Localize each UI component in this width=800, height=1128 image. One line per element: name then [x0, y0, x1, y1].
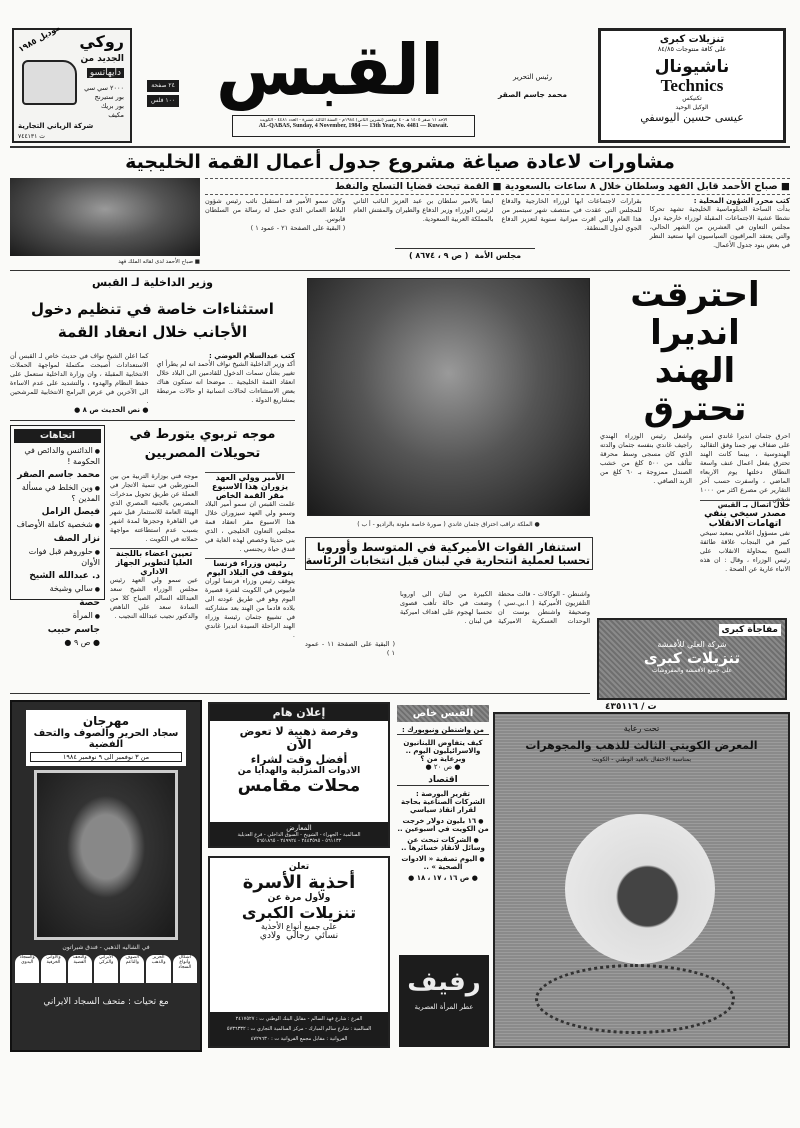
car-ad-title: روكي — [79, 32, 124, 51]
shoes-ad-sale: تنزيلات الكبرى — [241, 903, 357, 922]
parliament-page: ( ص ٩ ، ٨٦٧٤ ) — [408, 251, 469, 260]
masthead-divider — [10, 146, 790, 148]
editor-name: محمد جاسم الصقر — [498, 90, 567, 99]
technics-ad-sub: على كافة منتوجات ٨٤/٨٥ — [657, 45, 727, 53]
us-forces-headline — [305, 537, 593, 570]
shoes-ad-line: ولأول مرة عن — [267, 893, 331, 903]
crown-column — [205, 472, 295, 640]
jewelry-pouch-image — [565, 814, 715, 964]
trends-page: ● ص ٩ ● — [64, 638, 100, 647]
indira-headline — [600, 276, 790, 428]
maqamis-showrooms — [210, 822, 388, 846]
trend-author: د. عبدالله الشيخ — [29, 571, 100, 581]
trend-author: فيصل الزامل — [41, 507, 100, 517]
lead-column: بدأت الساحة الدبلوماسية الخليجية تشهد تحركا نشطا عشية الاجتماعات المقبلة لوزراء خارجية دول مجلس التعاون في العشرين من الشهر الحالي، والتي يعتقد المراقبون السياسيون انها ستعيد النظر في بعض بنود جدول الأعمال. — [649, 205, 790, 249]
trend-topic[interactable]: ● سالي وشيخة — [15, 584, 100, 595]
fabric-ad-title: تنزيلات كبرى — [643, 649, 741, 667]
showrooms-list: السالمية - الجهراء - الشويخ - السوق الداخلي - فرع العديلية — [237, 832, 361, 838]
address: الفروانية : مقابل مجمع الفروانية ت : ٤٧٢٩٦٣٠ — [250, 1036, 348, 1042]
interior-body — [10, 352, 295, 414]
interior-kicker: وزير الداخلية لـ القبس — [92, 276, 213, 289]
education-subtext: عين سمو ولي العهد رئيس مجلس الوزراء الشيخ سعد العبدالله السالم الصباح كلا من السادة سعد علي الناهض والدكتور نجيب عبدالله النجيب . — [110, 576, 198, 620]
qabas-special-title: القبس خاص — [397, 705, 489, 722]
maqamis-ad-brand: محلات مقامس — [237, 776, 361, 796]
carpet-category: الايراني والتركي — [94, 955, 118, 983]
indira-text: واشعل رئيس الوزراء الهندي راجيف غاندي بنفسه جثمان والدته الذي كان مسجى وسط محرقة تتألف من ٥٠٠ كلغ من خشب الصندل ممزوجة بـ ٦٠ كلغ من الزبد الصافي . — [600, 432, 692, 485]
car-image — [22, 60, 77, 105]
car-ad — [12, 22, 132, 143]
trend-topic[interactable]: ● حلوروهم قبل فوات الأوان — [15, 547, 100, 568]
shoes-ad — [208, 856, 390, 1048]
technics-ad-top: تنزيلات كبرى — [659, 34, 725, 45]
carpet-category: والأواني الخزفية — [41, 955, 65, 983]
technics-ad-brand-en: Technics — [660, 76, 724, 95]
maqamis-ad-header: إعلان هام — [210, 704, 388, 721]
sikh-headline: مصدر سيخي ينفي اتهامات الانقلاب — [704, 509, 786, 529]
parliament-ref — [395, 248, 535, 260]
carpet-ad-tagline: في الشاليه الذهبي - فندق شيراتون — [62, 944, 150, 951]
qabas-special-item[interactable]: الشركات الصناعية بحاجة لقرار انقاذ سياسي — [401, 798, 485, 814]
trends-title: اتجاهات — [14, 429, 101, 443]
trend-topic[interactable]: ● وين الخلط في مسألة المدين ؟ — [15, 483, 100, 504]
divider — [10, 420, 295, 421]
lead-photo-caption: ■ صباح الأحمد لدى لقائه الملك فهد — [118, 259, 200, 265]
lead-headline: مشاورات لاعادة صياغة مشروع جدول أعمال القمة الخليجية — [125, 151, 675, 173]
rafif-brand: رفيف — [407, 967, 481, 997]
cremation-photo-caption: ● الملكة تراقب احتراق جثمان غاندي ( صورة خاصة ملونة بالراديو - أ ب ) — [357, 521, 540, 528]
technics-ad-brand-ar: ناشيونال — [654, 57, 730, 77]
trend-topic[interactable]: ● شخصية كاملة الأوصاف — [15, 520, 100, 531]
lead-column: بقرارات لاجتماعات ابها لوزراء الخارجية والدفاع للمجلس التي عقدت في منتصف شهر سبتمبر من هذا العام والتي اقرت ميزانية سنوية لتعزيز الدفاع الجوي لدول المنطقة. — [501, 197, 642, 232]
maqamis-ad-line3: أفضل وقت لشراء — [250, 753, 348, 766]
issue-price: ١٠٠ فلس — [147, 95, 179, 107]
headline-line: احترقت — [630, 275, 760, 315]
france-text: يتوقف رئيس وزراء فرنسا لوران فابيوس في الكويت لفترة قصيرة اليوم وهو في طريق عودته الى بلاده قادما من الهند بعد مشاركته في تشييع جثمان رئيسة وزراء الهند الراحلة السيدة انديرا غاندي . — [205, 577, 295, 639]
lead-column: ايضا بالامير سلطان بن عبد العزيز النائب الثاني لرئيس الوزراء وزير الدفاع والطيران والمفتش العام بالمملكة العربية السعودية. — [353, 197, 494, 223]
carpet-ad-dates: من ٣ نوفمبر الى ٩ نوفمبر ١٩٨٤ — [30, 752, 182, 762]
car-ad-subtitle: الجديد من — [80, 54, 124, 64]
technics-ad — [598, 28, 786, 143]
trend-author: حصة — [79, 598, 100, 608]
headline-line: تحترق — [643, 389, 747, 429]
dateline-box — [232, 115, 475, 137]
qabas-special-page: ● ص ٢٠ ● — [425, 763, 461, 771]
maqamis-ad-line2: الآن — [286, 738, 312, 753]
car-ad-phone: ت ٧٤٤١٣١ — [18, 133, 45, 140]
headline-line: الهند — [654, 351, 736, 391]
carpet-ad-footer: مع تحيات : متحف السجاد الايراني — [43, 997, 169, 1007]
dateline-english: AL-QABAS, Sunday, 4 November, 1984 — 13th Year, No. 4481 — Kuwait. — [258, 123, 449, 129]
shoes-ad-kicker: تعلن — [288, 862, 310, 872]
carpet-category: الصوف والناعم — [120, 955, 144, 983]
editor-label: رئيس التحرير — [513, 73, 552, 81]
education-column — [110, 472, 198, 621]
fabric-ad-phone: ت / ٤٣٥١١٦ — [605, 702, 657, 712]
qabas-special-bullet[interactable]: ● اليوم تصفية « الادوات الصحية » .. — [397, 855, 489, 871]
section-divider — [10, 693, 590, 694]
economy-section: اقتصاد — [397, 775, 489, 786]
us-forces-continued: ( البقية على الصفحة ١١ - عمود ١ ) — [305, 640, 396, 657]
technics-ad-agent: عيسى حسين اليوسفي — [640, 111, 744, 124]
car-ad-year: موديل ١٩٨٥ — [16, 22, 62, 55]
lead-byline: كتب محرر الشؤون المحلية : — [693, 197, 790, 205]
gold-ad-body: بمناسبة الاحتفال بالعيد الوطني - الكويت — [591, 756, 692, 763]
lead-subhead: ■ صباح الأحمد قابل الفهد وسلطان خلال ٨ ساعات بالسعودية ■ القمة تبحث قضايا التسلح والنفط — [205, 178, 790, 195]
maqamis-ad — [208, 702, 390, 848]
education-subheadline: تعيين اعضاء باللجنة العليا لتطوير الجهاز الاداري — [110, 548, 198, 576]
trend-topic[interactable]: ● الدائنس والدائص في الحكومة ! — [15, 446, 100, 467]
education-headline: موجه تربوي يتورط في تحويلات المصريين — [129, 427, 276, 461]
fabric-ad-company: شركة العلي للأقمشة — [657, 640, 727, 649]
feature: مكيف — [108, 111, 124, 119]
rafif-line: عطر المرأة العصرية — [414, 1003, 474, 1011]
pearl-necklace-image — [535, 964, 735, 1034]
fabric-ad-sub: على جميع الأقمشة والمفروشات — [651, 667, 733, 674]
feature: ٢٠٠٠ سي سي — [84, 84, 124, 92]
qabas-special-from: من واشنطن ونيويورك : — [397, 726, 489, 735]
issue-pages: ٢٤ صفحة — [147, 80, 179, 92]
indira-text: احرق جثمان انديرا غاندي امس على ضفاف نهر جمنا وفق التقاليد الهندوسية ، بينما كانت الهند تحترق بفعل اعمال عنف واسعة النطاق دخلتها يوم الاربعاء الماضي ، واسفرت حسب آخر التقارير عن مصرع اكثر من ١٠٠٠ شخص . — [700, 432, 790, 503]
fabric-sale-ad — [597, 618, 787, 700]
section-divider — [10, 270, 790, 271]
trend-author: نزار الصف — [53, 534, 100, 544]
qabas-special-bullet[interactable]: ● ١٦ بليون دولار خرجت من الكويت في اسبوعين .. — [397, 817, 489, 833]
education-text: موجه فني بوزارة التربية من بين المتورطين في تنمية الاتجار في العملة عن طريق تحويل مدخرات المصريين بالجنيه المصري الذي الهيئة العامة للاستثمار قبل شهر في القاهرة وحجزها لمدة اشهر بسبب عدم استطاعته مواجهة حملاته في الكويت . — [110, 472, 198, 543]
stock-report-label: تقرير البورصة : — [416, 790, 470, 798]
carpet-image — [34, 770, 178, 940]
trends-box — [10, 425, 105, 647]
carpet-ad — [10, 700, 202, 1052]
showrooms-phones: ٥٦١١٣٢ - ٢٤٤٣٥٩٥ - ٢٤٩٩٢٤ - ٥٦٥١٨٦٥ — [256, 838, 342, 844]
gold-ad-line1: تحت رعاية — [623, 724, 660, 733]
dateline-arabic: الأحد ١١ صفر ١٤٠٥ هـ - ٤ نوفمبر (تشرين الثاني) ١٩٨٤م - السنة الثالثة عشرة - العدد ٤٤٨١ - الكويت — [259, 118, 448, 123]
rafif-ad — [399, 955, 489, 1047]
parliament-label: مجلس الأمة — [474, 251, 522, 260]
qabas-special-item[interactable]: كيف يتفاوض اللبنانيون والاسرائيليون اليوم .. وبرعاية من ؟ — [403, 739, 483, 763]
fabric-ad-badge: مفاجأة كبرى — [719, 624, 782, 636]
sikh-kicker: خلال اتصال بـ القبس — [717, 501, 790, 509]
cremation-photo — [307, 278, 590, 516]
carpet-category: والسجاد اليدوي — [15, 955, 39, 983]
us-forces-headline-1: استنفار القوات الأميركية في المتوسط وأوروبا — [316, 540, 582, 554]
qabas-special-bullet[interactable]: ● الشركات تبحث عن وسائل لانقاذ خسائرها .. — [397, 836, 489, 852]
newspaper-logo: القبس — [215, 29, 445, 111]
lead-column: وكان سمو الأمير قد استقبل نائب رئيس شؤون البلاط العماني الذي حمل له رسالة من السلطان قابوس. — [205, 197, 346, 223]
lead-continued: ( البقية على الصفحة ٢١ - عمود ١ ) — [250, 224, 346, 232]
interior-more-link[interactable]: ● نص الحديث ص ٨ ● — [74, 406, 149, 414]
gold-ad-title: المعرض الكويتي الثالث للذهب والمجوهرات — [525, 739, 758, 752]
qabas-special-sidebar — [397, 705, 489, 882]
carpet-category: والتحف الفضية — [68, 955, 92, 983]
sikh-box — [700, 500, 790, 574]
shoes-ad-title: أحذية الأسرة — [242, 872, 356, 893]
gold-exhibition-ad — [493, 712, 790, 1048]
lead-photo — [10, 178, 200, 256]
interior-text: أكد وزير الداخلية الشيخ نواف الأحمد انه لم يطرأ اي تغيير بشأن سمات الدخول للقادمين الى البلاد خلال انعقاد القمة الخليجية .. موضحا انه ستكون هناك بعض الاستثناءات لحالات انسانية او حالات مرتبطة بمشاريع الدولة . — [156, 360, 295, 404]
carpet-category: الحرير والذهب — [146, 955, 170, 983]
crown-headline: الأمير وولي العهد يزوران هذا الاسبوع مقر القمة الخاص — [205, 472, 295, 500]
shoes-ad-addresses — [210, 1012, 388, 1046]
us-forces-headline-2: تحسبا لعملية انتحارية في لبنان قبل انتخابات الرئاسة — [305, 554, 590, 567]
carpet-categories — [15, 955, 197, 983]
feature: بور بريك — [100, 102, 124, 110]
trend-author: جاسم حبيب — [47, 625, 100, 635]
address: السالمية : شارع سالم المبارك - مركز السالمية التجاري ت : ٥٧٣٦٣٣٢ — [226, 1026, 372, 1032]
showrooms-label: المعارض — [286, 824, 312, 832]
shoes-ad-sub: على جميع أنواع الأحذية — [261, 922, 337, 931]
feature: بور ستيرنج — [94, 93, 124, 101]
qabas-special-pages: ● ص ١٦ ، ١٧ ، ١٨ ● — [408, 874, 478, 882]
trend-author: محمد جاسم الصقر — [17, 470, 100, 480]
interior-byline: كتب عبدالسلام العوضي : — [209, 352, 295, 360]
technics-ad-agent-label: الوكيل الوحيد — [675, 104, 709, 111]
interior-headline: استثناءات خاصة في تنظيم دخول الأجانب خلال انعقاد القمة — [31, 300, 274, 341]
address: الفرع : شارع فهد السالم - مقابل البنك الوطني ت : ٢٤١٧٥٢٧ — [235, 1016, 363, 1022]
carpet-ad-title: مهرجان — [82, 714, 130, 728]
headline-line: انديرا — [650, 313, 740, 353]
carpet-category: أشكال وأنواع السجاد — [173, 955, 197, 983]
maqamis-ad-line4: الادوات المنزلية والهدايا من — [237, 766, 361, 776]
trend-topic[interactable]: ● المرأة — [15, 611, 100, 622]
carpet-ad-subtitle: سجاد الحرير والصوف والتحف الفضية — [33, 728, 179, 750]
france-headline: رئيس وزراء فرنسا يتوقف في البلاد اليوم — [206, 559, 294, 577]
sikh-text: نفى مسؤول اعلامي بمعبد سيخي كبير في البنجاب علاقة طائفة السيخ بمحاولة الانقلاب على رئيس الوزراء ، وقال : ان هذه الانباء عارية عن الصحة . — [700, 529, 790, 573]
technics-ad-brand-small: تكنيكس — [682, 95, 702, 102]
shoes-ad-types: نسائي رجالي ولادي — [259, 931, 339, 941]
us-forces-text: واشنطن - الوكالات - قالت محطة التلفزيون الأميركية ( ا.بي.سي ) وصحيفة واشنطن بوست ان الوحدات العسكرية الاميركية الكبيرة من لبنان الى اوروبا وضعت في حالة تأهب قصوى تحسبا لهجوم على اهداف اميركية في لبنان . — [400, 590, 590, 625]
maqamis-ad-line1: وفرصة ذهبية لا تعوض — [239, 725, 359, 738]
interior-text: كما اعلن الشيخ نواف في حديث خاص لـ القبس أن الاستعدادات أصبحت مكتملة لمواجهة الحملات الانتخابية المقبلة ، وان وزارة الداخلية ستعمل على حفظ النظام والهدوء ، والتشديد على عدم الاساءة الى الآخرين في عرض البرامج الانتخابية للمرشحين . — [10, 352, 149, 405]
car-ad-dealer: شركة الزياني التجارية — [18, 122, 94, 130]
car-ad-features — [84, 84, 124, 120]
crown-text: علمت القبس ان سمو أمير البلاد وسمو ولي العهد سيزوران خلال هذا الاسبوع مقر انعقاد قمة مجلس التعاون الخليجي ، الذي بني حديثا وخصص لهذه الغاية في فندق حياة ريجنسي . — [205, 500, 295, 553]
car-ad-brand: دايهاتسو — [87, 68, 124, 78]
